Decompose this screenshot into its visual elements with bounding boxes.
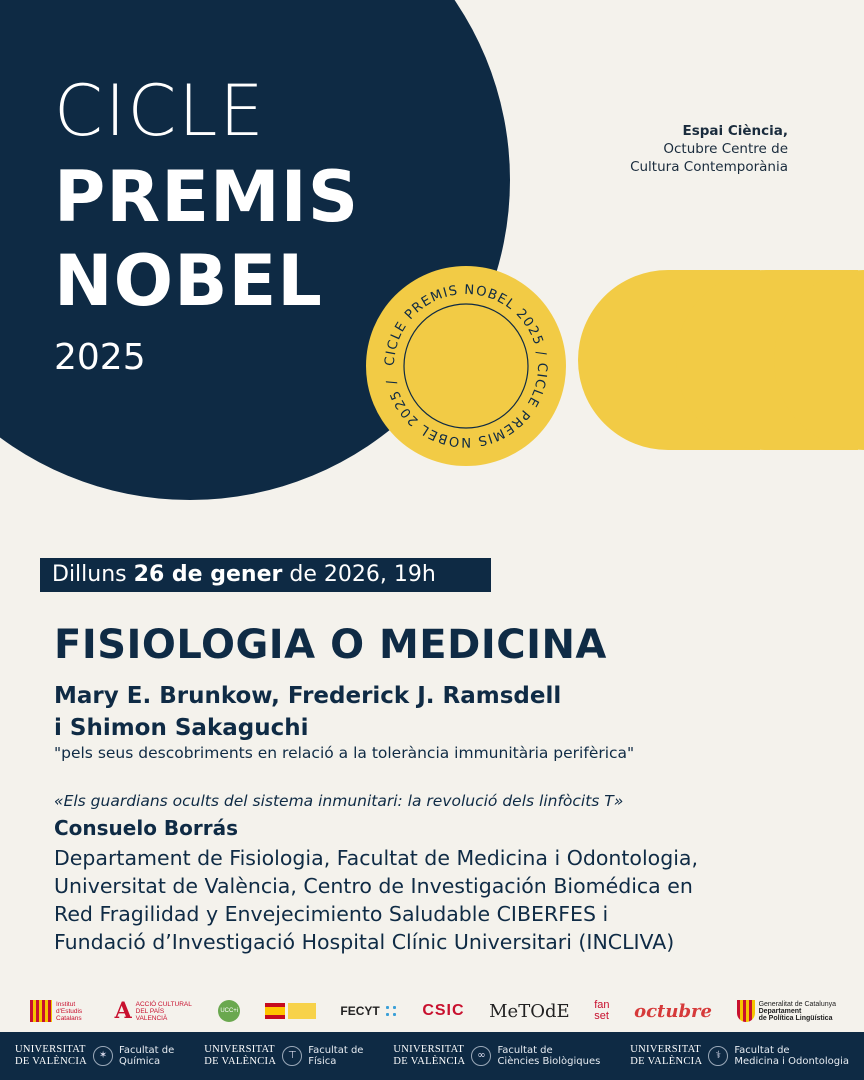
date-year-time: de 2026, 19h: [289, 562, 436, 587]
speaker-affiliation: [54, 844, 844, 956]
date-day-name: Dilluns: [52, 562, 127, 587]
venue-line-2: Octubre Centre de: [663, 141, 788, 157]
affiliation-line-3: Red Fragilidad y Envejecimiento Saludable CIBERFES i: [54, 902, 609, 926]
logo-fanset: fan set: [594, 999, 610, 1022]
generalitat-emblem-icon: [737, 1000, 755, 1022]
hero-title-nobel: NOBEL: [54, 240, 323, 322]
footer-faculty-quimica: UNIVERSITAT DE VALÈNCIA ✶ Facultat de Química: [14, 1044, 175, 1067]
faculty-emblem-icon: ⊤: [282, 1046, 302, 1066]
laureates-line-2: i Shimon Sakaguchi: [54, 715, 309, 741]
laureates: [54, 680, 561, 744]
seal-text: CICLE PREMIS NOBEL 2025 / CICLE PREMIS NOBEL 2025 /: [382, 282, 550, 450]
laureates-line-1: Mary E. Brunkow, Frederick J. Ramsdell: [54, 683, 562, 709]
logo-fecyt: FECYT: [340, 1004, 397, 1018]
logo-acpv: A ACCIÓ CULTURAL DEL PAÍS VALENCIÀ: [114, 998, 192, 1024]
affiliation-line-4: Fundació d’Investigació Hospital Clínic Universitari (INCLIVA): [54, 930, 675, 954]
spain-flag-icon: [265, 1003, 285, 1019]
affiliation-line-2: Universitat de València, Centro de Investigación Biomédica en: [54, 874, 693, 898]
footer-faculty-biologiques: UNIVERSITAT DE VALÈNCIA ∞ Facultat de Ciències Biològiques: [393, 1044, 601, 1067]
hero-title-cicle: CICLE: [54, 70, 266, 152]
sponsor-logos: [30, 994, 836, 1028]
footer-faculty-fisica: UNIVERSITAT DE VALÈNCIA ⊤ Facultat de Física: [204, 1044, 364, 1067]
hero-title-premis: PREMIS: [54, 156, 360, 238]
affiliation-line-1: Departament de Fisiologia, Facultat de Medicina i Odontologia,: [54, 846, 698, 870]
ministry-banner-icon: [288, 1003, 316, 1019]
venue-name: Espai Ciència,: [682, 123, 788, 139]
logo-csic: CSIC: [422, 1002, 465, 1019]
footer-faculty-medicina: UNIVERSITAT DE VALÈNCIA ⚕ Facultat de Medicina i Odontologia: [630, 1044, 849, 1067]
prize-field-heading: FISIOLOGIA O MEDICINA: [54, 622, 607, 668]
logo-octubre: octubre: [634, 1000, 712, 1022]
faculty-emblem-icon: ∞: [471, 1046, 491, 1066]
venue-line-3: Cultura Contemporània: [630, 159, 788, 175]
date-day-month: 26 de gener: [133, 562, 283, 587]
faculty-emblem-icon: ✶: [93, 1046, 113, 1066]
iec-emblem-icon: [30, 1000, 52, 1022]
circular-seal: [366, 266, 566, 466]
logo-gobierno-espana: [265, 1003, 316, 1019]
footer-bar: [0, 1032, 864, 1080]
logo-generalitat: Generalitat de Catalunya Departament de Política Lingüística: [737, 1000, 836, 1022]
venue-block: [630, 122, 788, 176]
prize-motivation: "pels seus descobriments en relació a la tolerància immunitària perifèrica": [54, 744, 635, 762]
event-date-band: [40, 558, 491, 592]
faculty-emblem-icon: ⚕: [708, 1046, 728, 1066]
fecyt-dots-icon: [384, 1004, 398, 1018]
logo-iec: Institut d'Estudis Catalans: [30, 1000, 90, 1022]
logo-ucc: UCC+i: [218, 1000, 240, 1022]
logo-metode: MeTOdE: [489, 1000, 570, 1022]
hero-year: 2025: [54, 337, 146, 378]
speaker-name: Consuelo Borrás: [54, 816, 239, 840]
acpv-emblem-icon: A: [114, 998, 132, 1024]
talk-title: «Els guardians ocults del sistema inmunitari: la revolució dels linfòcits T»: [54, 792, 624, 810]
